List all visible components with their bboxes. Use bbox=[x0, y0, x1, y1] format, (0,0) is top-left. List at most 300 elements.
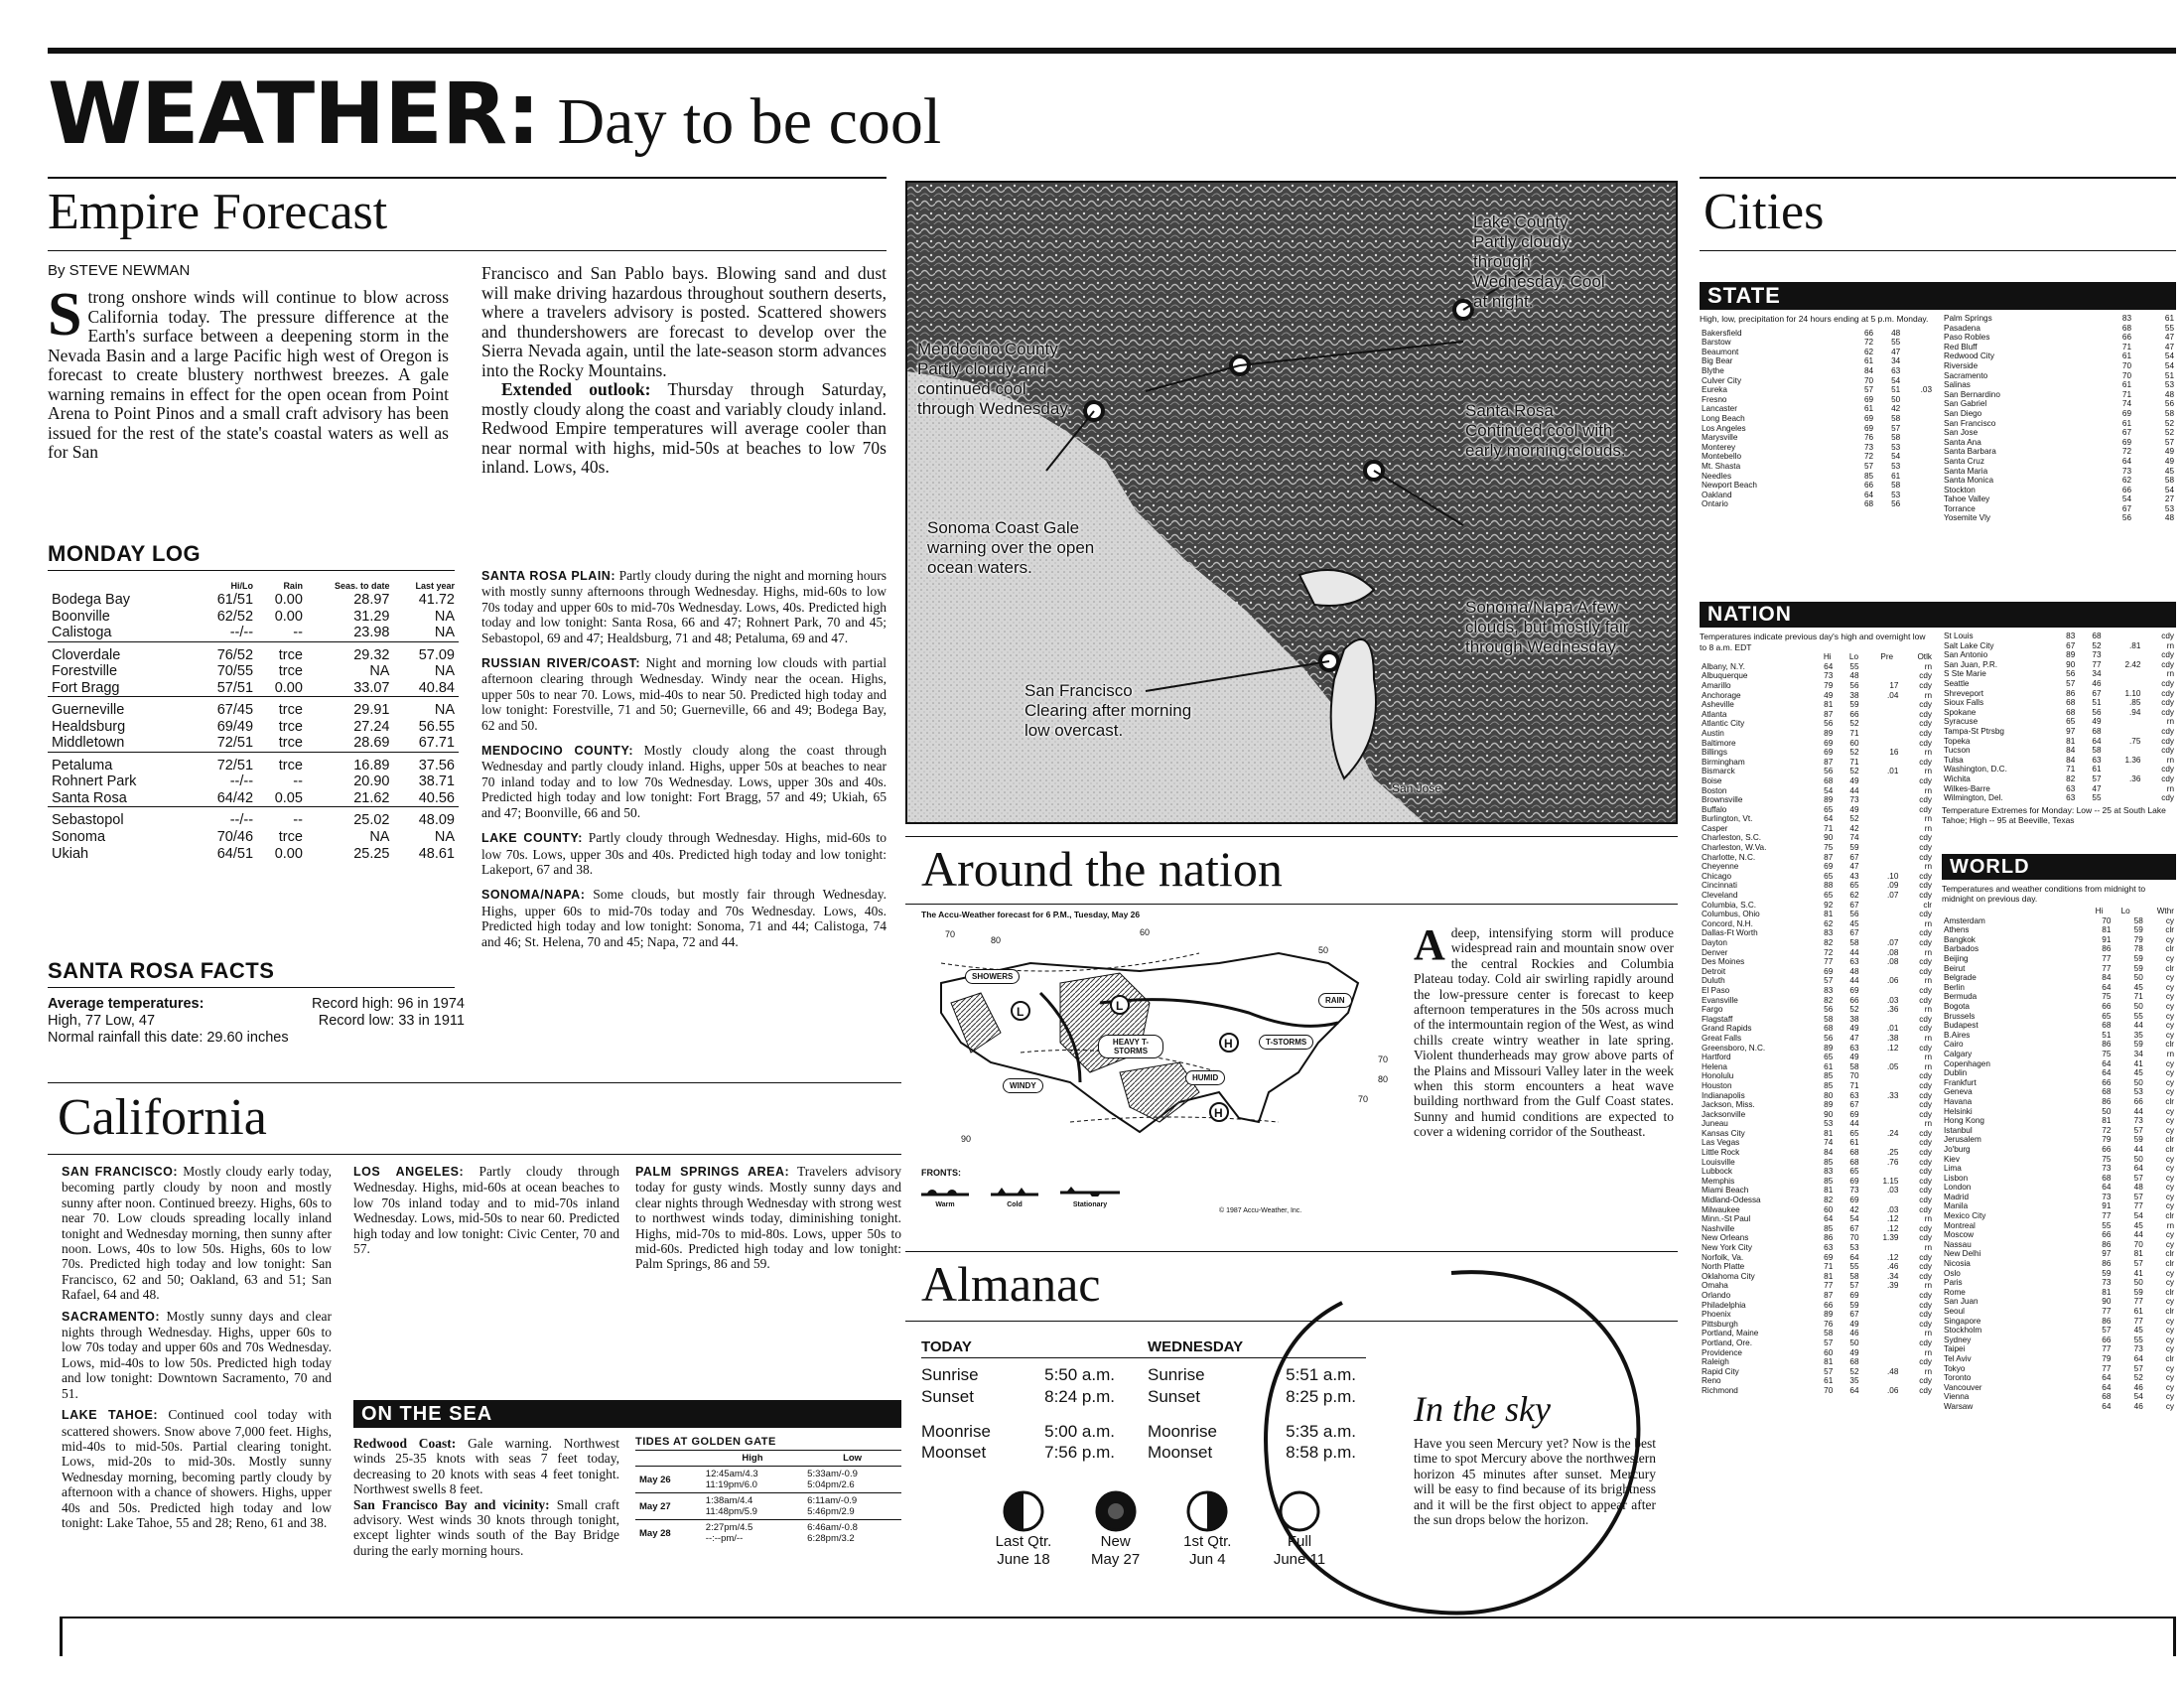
log-value: 64/51 bbox=[216, 845, 254, 862]
city-row bbox=[1700, 1357, 1934, 1367]
log-value: NA bbox=[434, 625, 455, 641]
city-value bbox=[2104, 679, 2143, 689]
city-value bbox=[1861, 1338, 1901, 1348]
city-value: 69 bbox=[1824, 966, 1834, 976]
city-value: 64 bbox=[2102, 1183, 2112, 1193]
city-row bbox=[1700, 433, 1934, 443]
facts-avg-value: High, 77 Low, 47 bbox=[48, 1013, 156, 1029]
city-value: 51 bbox=[2092, 698, 2102, 708]
city-value: rn bbox=[1924, 661, 1932, 671]
city-value: 77 bbox=[2133, 1201, 2143, 1211]
city-name: Louisville bbox=[1702, 1157, 1735, 1167]
city-value bbox=[1861, 1138, 1901, 1148]
city-row bbox=[1700, 376, 1934, 386]
front-type-label: Cold bbox=[1007, 1201, 1023, 1208]
city-name: Big Bear bbox=[1702, 356, 1733, 366]
tide-day: May 28 bbox=[639, 1527, 671, 1539]
city-value: 70 bbox=[2121, 370, 2131, 380]
city-row bbox=[1700, 1386, 1934, 1396]
city-name: San Diego bbox=[1944, 408, 1982, 418]
city-value: rn bbox=[1924, 1347, 1932, 1357]
city-value: cy bbox=[2165, 1058, 2174, 1068]
city-value: 59 bbox=[1849, 700, 1859, 710]
city-name: Lisbon bbox=[1944, 1173, 1969, 1183]
city-value bbox=[1861, 1167, 1901, 1177]
city-value: cdy bbox=[1919, 928, 1932, 938]
city-value: .03 bbox=[1887, 1204, 1899, 1214]
dropcap: S bbox=[48, 281, 82, 349]
city-value: 69 bbox=[1863, 394, 1874, 404]
city-value: 63 bbox=[1849, 1043, 1859, 1053]
city-value: 57 bbox=[2133, 1259, 2143, 1269]
city-value: 61 bbox=[1891, 471, 1901, 481]
city-name: Wichita bbox=[1944, 774, 1971, 783]
city-name: St Louis bbox=[1944, 632, 1974, 640]
city-row bbox=[1700, 1376, 1934, 1386]
city-value: 57 bbox=[2164, 437, 2174, 447]
city-value: 76 bbox=[1824, 1319, 1834, 1329]
city-value: 53 bbox=[1891, 461, 1901, 471]
almanac-wednesday-label: WEDNESDAY bbox=[1148, 1338, 1366, 1358]
city-name: Santa Maria bbox=[1944, 466, 1988, 476]
city-name: Mt. Shasta bbox=[1702, 461, 1741, 471]
city-value: 57 bbox=[1824, 976, 1834, 986]
city-name: Red Bluff bbox=[1944, 342, 1978, 352]
nation-header-row bbox=[1700, 652, 1934, 662]
city-row bbox=[1700, 739, 1934, 749]
city-value: 71 bbox=[2121, 342, 2131, 352]
city-name: Stockholm bbox=[1944, 1326, 1982, 1336]
city-value: 59 bbox=[2133, 1135, 2143, 1145]
city-value: clr bbox=[2165, 963, 2174, 973]
city-name: Havana bbox=[1944, 1096, 1973, 1106]
city-value: 54 bbox=[2133, 1211, 2143, 1221]
city-name: Des Moines bbox=[1702, 957, 1745, 967]
rule bbox=[905, 836, 1678, 837]
wed-sunset: 8:25 p.m. bbox=[1286, 1387, 1356, 1406]
nation-header: Pre bbox=[1880, 652, 1894, 662]
city-value: 2.42 bbox=[2124, 659, 2141, 669]
world-header: Wthr bbox=[2156, 907, 2174, 916]
empire-col2 bbox=[481, 264, 887, 478]
city-value: cdy bbox=[2161, 765, 2174, 774]
city-value: 82 bbox=[1824, 995, 1834, 1005]
city-name: Concord, N.H. bbox=[1702, 918, 1753, 928]
city-value: 85 bbox=[1824, 1080, 1834, 1090]
log-value: 16.89 bbox=[353, 757, 390, 774]
city-value: 81 bbox=[2102, 1287, 2112, 1297]
city-row bbox=[1942, 973, 2176, 983]
city-value: 84 bbox=[2102, 973, 2112, 983]
regional-text: Mostly cloudy along the coast through Wednesday and partly cloudy inland. Highs, upper 50s at beaches to near 70 inland today and to low 70s Wednesday. Lows, upper 30s and 40s. Predicted high today and low tonight: Fort Bragg, 57 and 49; Ukiah, 65 and 47; Boonville, 66 and 50. bbox=[481, 743, 887, 820]
city-name: Montebello bbox=[1702, 452, 1742, 462]
city-value: 62 bbox=[1849, 891, 1859, 901]
city-row bbox=[1700, 1119, 1934, 1129]
log-value: trce bbox=[278, 828, 303, 845]
city-value: cdy bbox=[1919, 1176, 1932, 1186]
city-value: 63 bbox=[2092, 755, 2102, 765]
city-name: Great Falls bbox=[1702, 1033, 1742, 1043]
city-name: Syracuse bbox=[1944, 717, 1979, 727]
city-name: Midland-Odessa bbox=[1702, 1196, 1761, 1205]
city-name: Salinas bbox=[1944, 380, 1971, 390]
city-value: 45 bbox=[2133, 982, 2143, 992]
city-name: Taipei bbox=[1944, 1344, 1966, 1354]
log-value: -- bbox=[293, 625, 303, 641]
city-value: 56 bbox=[2092, 707, 2102, 717]
city-value: 52 bbox=[1849, 748, 1859, 758]
log-value: NA bbox=[369, 663, 390, 679]
city-value: 49 bbox=[1849, 804, 1859, 814]
log-station: Rohnert Park bbox=[52, 774, 137, 789]
city-value bbox=[1861, 1376, 1901, 1386]
city-name: Casper bbox=[1702, 823, 1728, 833]
city-value: 85 bbox=[1824, 1223, 1834, 1233]
city-value: 59 bbox=[2133, 925, 2143, 935]
log-station: Calistoga bbox=[52, 625, 112, 641]
city-value: 73 bbox=[1863, 442, 1874, 452]
city-value: 68 bbox=[2092, 726, 2102, 736]
city-value: 77 bbox=[2102, 1211, 2112, 1221]
city-value: 55 bbox=[2092, 793, 2102, 803]
city-value: 49 bbox=[1849, 1024, 1859, 1034]
city-row bbox=[1942, 1221, 2176, 1231]
city-value: 44 bbox=[1849, 976, 1859, 986]
city-value: 73 bbox=[2133, 1116, 2143, 1126]
city-name: Geneva bbox=[1944, 1087, 1973, 1097]
city-value: 50 bbox=[2133, 1077, 2143, 1087]
city-name: Grand Rapids bbox=[1702, 1024, 1752, 1034]
regional-text: Some clouds, but mostly fair through Wednesday. Highs, upper 60s to mid-70s today and 70s Wednesday. Lows, 40s. Predicted high today and low tonight: Sonoma, 71 and 44; Calistoga, 74 and 46; St. Helena, 70 and 45; Napa, 72 and 44. bbox=[481, 887, 887, 949]
front-warm bbox=[921, 1184, 969, 1208]
city-name: Calgary bbox=[1944, 1049, 1973, 1058]
tides-head: High bbox=[742, 1453, 763, 1464]
city-value: 53 bbox=[1891, 490, 1901, 499]
nation-bar bbox=[1700, 602, 2176, 628]
city-value: 71 bbox=[1849, 728, 1859, 738]
city-value: cdy bbox=[1919, 804, 1932, 814]
city-name: Wilkes-Barre bbox=[1944, 783, 1990, 793]
masthead-title: WEATHER: bbox=[48, 65, 540, 164]
city-value: .38 bbox=[1887, 1033, 1899, 1043]
city-value: 48 bbox=[1891, 328, 1901, 338]
city-value: 46 bbox=[2092, 678, 2102, 688]
city-row bbox=[1942, 352, 2176, 361]
log-value: 56.55 bbox=[418, 718, 455, 735]
city-value: 87 bbox=[1824, 757, 1834, 767]
city-value: 67 bbox=[1849, 1310, 1859, 1320]
world-title: WORLD bbox=[1950, 855, 2030, 878]
today-moonset: 7:56 p.m. bbox=[1044, 1443, 1115, 1462]
city-value: 34 bbox=[2133, 1049, 2143, 1058]
city-value: 90 bbox=[1824, 1109, 1834, 1119]
city-value: rn bbox=[1924, 814, 1932, 824]
city-value: 70 bbox=[1824, 1385, 1834, 1395]
city-name: Santa Cruz bbox=[1944, 456, 1984, 466]
log-value: 67.71 bbox=[418, 735, 455, 752]
log-station: Boonville bbox=[52, 608, 110, 625]
city-value: 59 bbox=[2133, 1287, 2143, 1297]
city-row bbox=[1700, 805, 1934, 815]
city-row bbox=[1700, 443, 1934, 453]
city-name: Little Rock bbox=[1702, 1148, 1740, 1158]
city-row bbox=[1700, 776, 1934, 786]
log-station: Middletown bbox=[52, 735, 125, 752]
city-row bbox=[1942, 1249, 2176, 1259]
city-row bbox=[1700, 356, 1934, 366]
state-left-col bbox=[1700, 314, 1934, 523]
city-value: 47 bbox=[2164, 342, 2174, 352]
city-row bbox=[1700, 719, 1934, 729]
city-value: 58 bbox=[2164, 408, 2174, 418]
city-value: cy bbox=[2165, 1297, 2174, 1307]
city-value: cdy bbox=[1919, 910, 1932, 919]
city-row bbox=[1700, 891, 1934, 901]
isotherm-label: 80 bbox=[1378, 1074, 1389, 1084]
city-value: cdy bbox=[1919, 1080, 1932, 1090]
city-name: Nassau bbox=[1944, 1239, 1972, 1249]
city-value: 58 bbox=[1824, 1014, 1834, 1024]
city-row bbox=[1942, 1240, 2176, 1250]
city-value: cdy bbox=[1919, 709, 1932, 719]
map-label-mendocino: Mendocino County Partly cloudy and continued cool through Wednesday. bbox=[917, 340, 1072, 418]
log-value: --/-- bbox=[229, 774, 254, 789]
byline: By STEVE NEWMAN bbox=[48, 262, 191, 279]
city-name: Riverside bbox=[1944, 360, 1979, 370]
nation-header: Hi bbox=[1823, 652, 1832, 662]
city-value: 63 bbox=[1891, 365, 1901, 375]
city-value: 77 bbox=[2102, 1307, 2112, 1316]
city-value bbox=[1861, 1110, 1901, 1120]
city-value: 82 bbox=[2066, 774, 2076, 783]
city-name: Boise bbox=[1702, 775, 1722, 785]
city-value: 77 bbox=[2102, 963, 2112, 973]
city-value: .06 bbox=[1887, 976, 1899, 986]
log-value: 0.00 bbox=[274, 845, 303, 862]
city-value: 79 bbox=[2102, 1135, 2112, 1145]
city-name: Barbados bbox=[1944, 944, 1979, 954]
city-value: 54 bbox=[2121, 494, 2131, 504]
city-value: 49 bbox=[2092, 717, 2102, 727]
map-label-sonoma-coast: Sonoma Coast Gale warning over the open ocean waters. bbox=[927, 518, 1095, 577]
map-tag-tstorms: T-STORMS bbox=[1259, 1035, 1313, 1050]
city-row bbox=[1942, 1259, 2176, 1269]
sky-text: Have you seen Mercury yet? Now is the best time to spot Mercury above the northwestern horizon 45 minutes after sunset. Mercury will be easy to find because of its brightness and it will be the first object to appear after the sun drops below the horizon. bbox=[1414, 1436, 1656, 1528]
city-value: cy bbox=[2165, 982, 2174, 992]
log-value: NA bbox=[434, 608, 455, 625]
city-value: cy bbox=[2165, 1316, 2174, 1326]
city-value: 81 bbox=[1824, 910, 1834, 919]
city-value: 80 bbox=[1824, 1090, 1834, 1100]
city-value: cdy bbox=[1919, 1014, 1932, 1024]
log-station: Guerneville bbox=[52, 702, 125, 718]
tides-head: Low bbox=[843, 1453, 863, 1464]
city-value: 68 bbox=[1849, 1357, 1859, 1367]
city-name: Pittsburgh bbox=[1702, 1319, 1738, 1329]
city-row bbox=[1700, 862, 1934, 872]
last-quarter-moon-icon bbox=[1002, 1489, 1045, 1533]
city-row bbox=[1942, 1097, 2176, 1107]
city-value: .94 bbox=[2129, 707, 2141, 717]
city-value: cdy bbox=[1919, 1310, 1932, 1320]
city-value: 57 bbox=[2092, 774, 2102, 783]
city-row bbox=[1700, 472, 1934, 482]
city-name: Portland, Ore. bbox=[1702, 1337, 1752, 1347]
city-value: 57 bbox=[2133, 1173, 2143, 1183]
city-value: cdy bbox=[1919, 966, 1932, 976]
city-value: 54 bbox=[1891, 452, 1901, 462]
city-name: New Delhi bbox=[1944, 1249, 1981, 1259]
tides-title: TIDES AT GOLDEN GATE bbox=[635, 1436, 901, 1451]
city-value: clr bbox=[2165, 1249, 2174, 1259]
city-value: 50 bbox=[1849, 1337, 1859, 1347]
rule bbox=[905, 904, 1678, 905]
city-value: cdy bbox=[1919, 1157, 1932, 1167]
city-value: 67 bbox=[2092, 688, 2102, 698]
almanac-title: Almanac bbox=[921, 1256, 1101, 1312]
city-value: 61 bbox=[1824, 1376, 1834, 1386]
city-value: 86 bbox=[2102, 944, 2112, 954]
city-row bbox=[1942, 1230, 2176, 1240]
city-name: Belgrade bbox=[1944, 973, 1977, 983]
city-value: 58 bbox=[2133, 915, 2143, 925]
city-name: Miami Beach bbox=[1702, 1186, 1749, 1196]
city-value: 64 bbox=[2133, 1353, 2143, 1363]
outlook-text: Thursday through Saturday, mostly cloudy along the coast and variably cloudy inland. Redwood Empire temperatures will average cooler than near normal with highs, mid-50s at beaches to low 70s inland. Lows, 40s. bbox=[481, 379, 887, 477]
tide-value: 12:45am/4.3 bbox=[705, 1469, 758, 1479]
city-name: Eureka bbox=[1702, 385, 1727, 395]
city-value: 89 bbox=[1824, 795, 1834, 805]
city-value: 66 bbox=[2102, 1230, 2112, 1240]
city-name: Madrid bbox=[1944, 1192, 1970, 1201]
city-value: .01 bbox=[1887, 767, 1899, 776]
city-row bbox=[1942, 964, 2176, 974]
city-value: cdy bbox=[2161, 707, 2174, 717]
city-value: 85 bbox=[1824, 1157, 1834, 1167]
city-row bbox=[1700, 414, 1934, 424]
city-name: Beaumont bbox=[1702, 347, 1739, 356]
city-value: 65 bbox=[2066, 717, 2076, 727]
city-row bbox=[1700, 1301, 1934, 1311]
city-value: 54 bbox=[2164, 360, 2174, 370]
city-value: 52 bbox=[1849, 719, 1859, 729]
city-value: 69 bbox=[2121, 408, 2131, 418]
log-value: 40.56 bbox=[418, 789, 455, 806]
city-name: Amsterdam bbox=[1944, 915, 1985, 925]
city-value: 68 bbox=[1863, 499, 1874, 509]
city-name: Sydney bbox=[1944, 1335, 1972, 1344]
city-value: 86 bbox=[2066, 688, 2076, 698]
city-value: rn bbox=[2166, 640, 2174, 650]
city-name: Helsinki bbox=[1944, 1106, 1973, 1116]
city-row bbox=[1942, 333, 2176, 343]
city-value: 45 bbox=[2164, 466, 2174, 476]
pressure-mark: H bbox=[1224, 1037, 1233, 1051]
city-value: 48 bbox=[1849, 966, 1859, 976]
city-value bbox=[1861, 1243, 1901, 1253]
city-value: clr bbox=[2165, 1353, 2174, 1363]
city-value: 67 bbox=[1849, 900, 1859, 910]
city-row bbox=[1700, 853, 1934, 863]
city-value: cdy bbox=[1919, 985, 1932, 995]
state-bar bbox=[1700, 282, 2176, 310]
city-value: cdy bbox=[2161, 793, 2174, 803]
city-value: 69 bbox=[1824, 862, 1834, 872]
city-value: 67 bbox=[1849, 852, 1859, 862]
city-row bbox=[1942, 689, 2176, 699]
monday-log-title: MONDAY LOG bbox=[48, 541, 202, 566]
sunrise-label: Sunrise bbox=[1148, 1365, 1205, 1384]
world-header: Lo bbox=[2120, 907, 2130, 916]
state-note: High, low, precipitation for 24 hours ending at 5 p.m. Monday. bbox=[1700, 314, 1929, 324]
city-name: Portland, Maine bbox=[1702, 1329, 1759, 1338]
city-value: 56 bbox=[2164, 399, 2174, 409]
city-value bbox=[2104, 765, 2143, 774]
empire-para1: trong onshore winds will continue to blow across California today. The pressure difference at the Earth's surface between a deepening storm in the Nevada Basin and a large Pacific high west of Oregon is forecast to create blustery northwest breezes. A gale warning remains in effect for the open ocean from Point Arena to Point Pinos and a small craft advisory has been issued for the rest of the state's coastal waters as well as for San bbox=[48, 287, 449, 462]
california-col1 bbox=[62, 1164, 332, 1530]
log-value: 0.00 bbox=[274, 679, 303, 696]
city-value: 86 bbox=[2102, 1040, 2112, 1050]
isotherm-label: 70 bbox=[1358, 1094, 1369, 1104]
city-value: 89 bbox=[1824, 1043, 1834, 1053]
city-value bbox=[1861, 1329, 1901, 1338]
city-value: 48 bbox=[2133, 1183, 2143, 1193]
moon-phase-date: June 18 bbox=[997, 1551, 1050, 1568]
city-row bbox=[1942, 650, 2176, 660]
log-value: trce bbox=[278, 718, 303, 735]
city-name: Austin bbox=[1702, 728, 1724, 738]
city-name: Ontario bbox=[1702, 499, 1728, 509]
isotherm-label: 70 bbox=[1378, 1055, 1389, 1064]
city-value: rn bbox=[1924, 1329, 1932, 1338]
city-value: cy bbox=[2165, 1068, 2174, 1078]
new-moon-icon bbox=[1094, 1489, 1138, 1533]
city-value: 57 bbox=[1891, 423, 1901, 433]
city-value: 77 bbox=[2133, 1316, 2143, 1326]
city-row bbox=[1700, 681, 1934, 691]
city-value: 52 bbox=[2133, 1373, 2143, 1383]
moon-phase bbox=[983, 1489, 1064, 1569]
city-row bbox=[1942, 361, 2176, 371]
tide-value: 6:11am/-0.9 bbox=[807, 1495, 858, 1506]
city-value: 58 bbox=[1849, 1271, 1859, 1281]
log-station: Healdsburg bbox=[52, 718, 126, 735]
bottom-rule-right bbox=[2173, 1617, 2176, 1656]
city-value: cy bbox=[2165, 1401, 2174, 1411]
city-name: Burlington, Vt. bbox=[1702, 814, 1753, 824]
city-value: 58 bbox=[2092, 746, 2102, 756]
city-value: 55 bbox=[1849, 661, 1859, 671]
city-row bbox=[1700, 1110, 1934, 1120]
city-value: rn bbox=[2166, 1049, 2174, 1058]
city-value: 69 bbox=[1849, 1109, 1859, 1119]
city-value: .36 bbox=[1887, 1005, 1899, 1015]
city-value: cdy bbox=[1919, 700, 1932, 710]
sea-redwood-text: Gale warning. Northwest winds 25-35 knots with seas 7 feet today, decreasing to 20 knots with seas 4 feet tonight. Northwest swells 8 feet. bbox=[353, 1436, 620, 1497]
city-value: 68 bbox=[1849, 1157, 1859, 1167]
city-value: 87 bbox=[1824, 1290, 1834, 1300]
city-value: .06 bbox=[1887, 1385, 1899, 1395]
city-value: 81 bbox=[1824, 1271, 1834, 1281]
city-row bbox=[1942, 314, 2176, 324]
moon-phase bbox=[1075, 1489, 1157, 1569]
city-value: 68 bbox=[2102, 1392, 2112, 1402]
city-value: 50 bbox=[1891, 394, 1901, 404]
city-name: Milwaukee bbox=[1702, 1204, 1740, 1214]
log-body bbox=[48, 591, 459, 862]
city-value: 50 bbox=[2133, 1278, 2143, 1288]
city-value bbox=[1861, 1015, 1901, 1025]
